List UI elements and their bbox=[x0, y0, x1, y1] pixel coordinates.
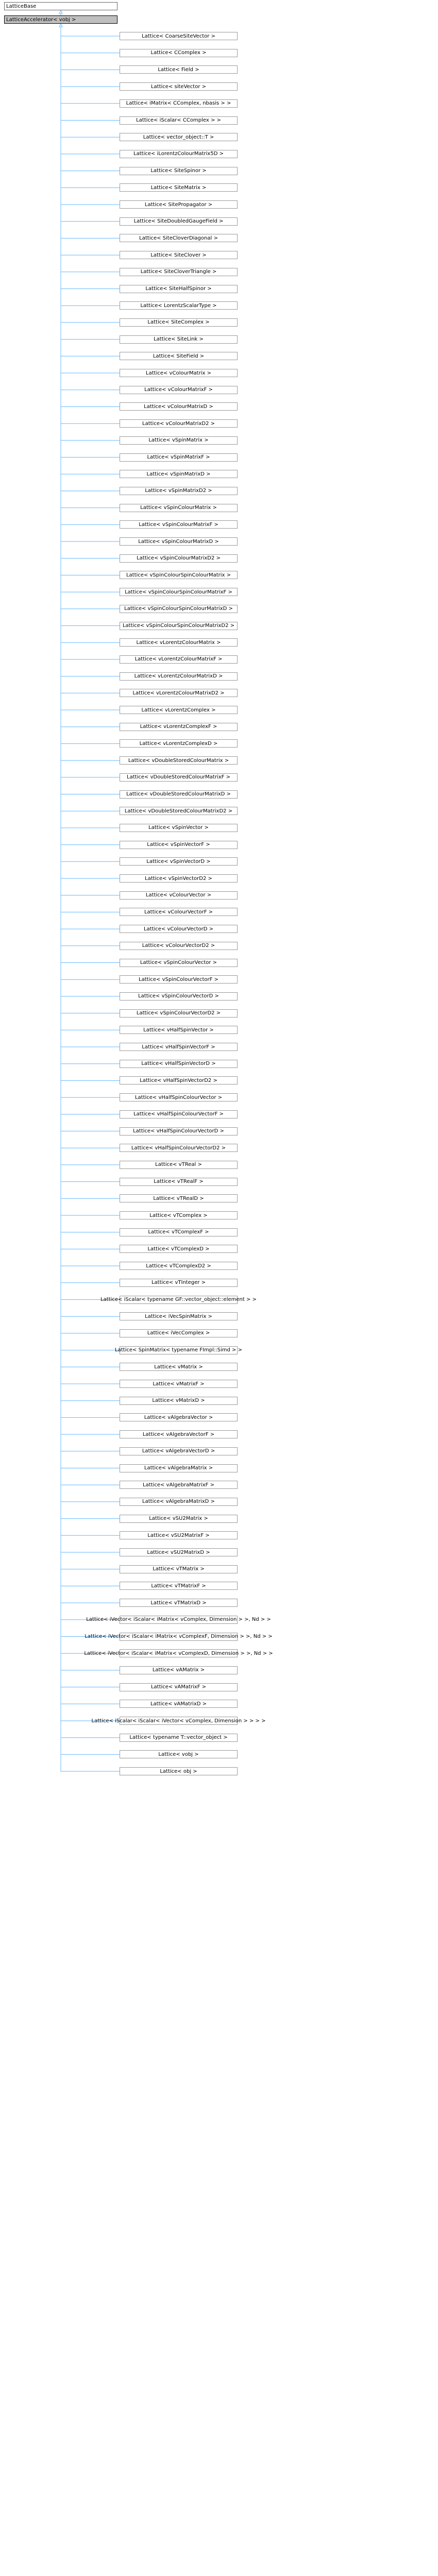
class-node-derived[interactable]: Lattice< vColourVector > bbox=[120, 891, 238, 900]
class-node-derived[interactable]: Lattice< CoarseSiteVector > bbox=[120, 32, 238, 40]
class-node-derived[interactable]: Lattice< vMatrixF > bbox=[120, 1380, 238, 1388]
class-node-derived[interactable]: Lattice< iVector< iScalar< iMatrix< vComplexD, Dimension > >, Nd > > bbox=[120, 1649, 238, 1657]
class-node-derived[interactable]: Lattice< vTComplex > bbox=[120, 1211, 238, 1219]
class-node-derived[interactable]: Lattice< SiteHalfSpinor > bbox=[120, 285, 238, 293]
class-node-derived[interactable]: Lattice< vMatrix > bbox=[120, 1363, 238, 1371]
class-node-derived[interactable]: Lattice< vLorentzColourMatrix > bbox=[120, 638, 238, 647]
class-node-derived[interactable]: Lattice< vDoubleStoredColourMatrixF > bbox=[120, 773, 238, 782]
class-node-derived[interactable]: Lattice< vHalfSpinVector > bbox=[120, 1026, 238, 1034]
class-node-derived[interactable]: Lattice< iVector< iScalar< iMatrix< vComplex, Dimension > >, Nd > > bbox=[120, 1616, 238, 1624]
class-node-derived[interactable]: Lattice< vSpinColourVectorD2 > bbox=[120, 1009, 238, 1018]
class-node-derived[interactable]: Lattice< vSpinVectorF > bbox=[120, 841, 238, 849]
class-node-derived[interactable]: Lattice< vSpinColourVectorD > bbox=[120, 992, 238, 1001]
class-node-derived[interactable]: Lattice< vTMatrix > bbox=[120, 1565, 238, 1573]
class-node-derived[interactable]: Lattice< SiteCloverDiagonal > bbox=[120, 234, 238, 242]
class-node-derived[interactable]: Lattice< vSpinColourVector > bbox=[120, 959, 238, 967]
class-node-derived[interactable]: Lattice< vSpinColourSpinColourMatrixD2 > bbox=[120, 622, 238, 630]
class-node-derived[interactable]: Lattice< SiteMatrix > bbox=[120, 183, 238, 192]
class-node-derived[interactable]: Lattice< vHalfSpinColourVector > bbox=[120, 1093, 238, 1101]
class-node-derived[interactable]: Lattice< vSU2Matrix > bbox=[120, 1515, 238, 1523]
class-node-derived[interactable]: Lattice< siteVector > bbox=[120, 82, 238, 91]
class-node-derived[interactable]: Lattice< vSpinColourMatrixD2 > bbox=[120, 554, 238, 563]
class-node-derived[interactable]: Lattice< vColourVectorF > bbox=[120, 908, 238, 916]
class-node-derived[interactable]: Lattice< SiteComplex > bbox=[120, 318, 238, 327]
class-node-derived[interactable]: Lattice< vSpinColourSpinColourMatrixF > bbox=[120, 588, 238, 596]
class-node-derived[interactable]: Lattice< vDoubleStoredColourMatrixD > bbox=[120, 790, 238, 799]
class-node-derived[interactable]: Lattice< vHalfSpinColourVectorF > bbox=[120, 1110, 238, 1118]
class-node-derived[interactable]: Lattice< vColourMatrixD2 > bbox=[120, 419, 238, 428]
class-node-derived[interactable]: Lattice< vTComplexD2 > bbox=[120, 1262, 238, 1270]
class-node-derived[interactable]: Lattice< SiteField > bbox=[120, 352, 238, 360]
class-node-derived[interactable]: Lattice< vHalfSpinColourVectorD2 > bbox=[120, 1144, 238, 1152]
class-node-derived[interactable]: Lattice< vSpinVectorD > bbox=[120, 857, 238, 866]
class-node-derived[interactable]: Lattice< vector_object::T > bbox=[120, 133, 238, 141]
class-node-derived[interactable]: Lattice< vTRealD > bbox=[120, 1194, 238, 1202]
class-node-derived[interactable]: Lattice< vHalfSpinVectorF > bbox=[120, 1043, 238, 1051]
class-node-derived[interactable]: Lattice< vHalfSpinColourVectorD > bbox=[120, 1127, 238, 1136]
class-node-derived[interactable]: Lattice< vColourVectorD > bbox=[120, 925, 238, 933]
class-node-derived[interactable]: Lattice< vSpinColourMatrix > bbox=[120, 504, 238, 512]
class-node-derived[interactable]: Lattice< vSpinColourSpinColourMatrix > bbox=[120, 571, 238, 579]
class-node-derived[interactable]: Lattice< SitePropagator > bbox=[120, 200, 238, 209]
class-node-derived[interactable]: Lattice< iScalar< CComplex > > bbox=[120, 116, 238, 125]
class-node-derived[interactable]: Lattice< vColourVectorD2 > bbox=[120, 942, 238, 950]
class-node-derived[interactable]: Lattice< vColourMatrixD > bbox=[120, 402, 238, 411]
class-node-derived[interactable]: Lattice< vAlgebraVector > bbox=[120, 1413, 238, 1421]
class-node-derived[interactable]: Lattice< vHalfSpinVectorD2 > bbox=[120, 1076, 238, 1084]
class-node-derived[interactable]: Lattice< iVecComplex > bbox=[120, 1329, 238, 1337]
class-node-latticeaccelerator[interactable]: LatticeAccelerator< vobj > bbox=[4, 15, 117, 24]
class-node-derived[interactable]: Lattice< vMatrixD > bbox=[120, 1397, 238, 1405]
class-node-derived[interactable]: Lattice< vTRealF > bbox=[120, 1178, 238, 1186]
class-node-derived[interactable]: Lattice< vobj > bbox=[120, 1750, 238, 1758]
class-node-derived[interactable]: Lattice< vAMatrixF > bbox=[120, 1683, 238, 1691]
class-node-derived[interactable]: Lattice< vTReal > bbox=[120, 1161, 238, 1169]
class-node-derived[interactable]: Lattice< iVector< iScalar< iMatrix< vComplexF, Dimension > >, Nd > > bbox=[120, 1633, 238, 1641]
class-node-derived[interactable]: Lattice< vLorentzComplexF > bbox=[120, 723, 238, 731]
class-node-derived[interactable]: Lattice< vAlgebraMatrixF > bbox=[120, 1481, 238, 1489]
class-node-derived[interactable]: Lattice< SiteDoubledGaugeField > bbox=[120, 217, 238, 226]
class-node-derived[interactable]: Lattice< vTComplexD > bbox=[120, 1245, 238, 1253]
class-node-derived[interactable]: Lattice< typename T::vector_object > bbox=[120, 1734, 238, 1742]
class-node-derived[interactable]: Lattice< CComplex > bbox=[120, 49, 238, 57]
class-node-derived[interactable]: Lattice< vSpinColourVectorF > bbox=[120, 975, 238, 984]
class-node-derived[interactable]: Lattice< SiteCloverTriangle > bbox=[120, 268, 238, 276]
class-node-derived[interactable]: Lattice< vDoubleStoredColourMatrixD2 > bbox=[120, 807, 238, 815]
class-node-derived[interactable]: Lattice< vAMatrix > bbox=[120, 1666, 238, 1674]
class-node-derived[interactable]: Lattice< vLorentzColourMatrixD2 > bbox=[120, 689, 238, 697]
class-node-derived[interactable]: Lattice< vSpinVector > bbox=[120, 824, 238, 832]
class-node-latticebase[interactable]: LatticeBase bbox=[4, 2, 117, 10]
class-node-derived[interactable]: Lattice< obj > bbox=[120, 1767, 238, 1775]
class-node-derived[interactable]: Lattice< SiteSpinor > bbox=[120, 167, 238, 175]
class-node-derived[interactable]: Lattice< iScalar< iScalar< iVector< vComplex, Dimension > > > > bbox=[120, 1717, 238, 1725]
class-node-derived[interactable]: Lattice< iLorentzColourMatrix5D > bbox=[120, 150, 238, 158]
class-node-derived[interactable]: Lattice< vAMatrixD > bbox=[120, 1700, 238, 1708]
class-node-derived[interactable]: Lattice< vTComplexF > bbox=[120, 1228, 238, 1236]
class-node-derived[interactable]: Lattice< vSpinColourMatrixF > bbox=[120, 520, 238, 529]
class-node-derived[interactable]: Lattice< vTInteger > bbox=[120, 1279, 238, 1287]
class-node-derived[interactable]: Lattice< vSU2MatrixD > bbox=[120, 1548, 238, 1556]
class-node-derived[interactable]: Lattice< vLorentzColourMatrixD > bbox=[120, 672, 238, 681]
class-node-derived[interactable]: Lattice< iScalar< typename GF::vector_object::element > > bbox=[120, 1296, 238, 1304]
class-node-derived[interactable]: Lattice< LorentzScalarType > bbox=[120, 301, 238, 310]
class-node-derived[interactable]: Lattice< vAlgebraMatrixD > bbox=[120, 1498, 238, 1506]
class-node-derived[interactable]: Lattice< vLorentzComplexD > bbox=[120, 739, 238, 748]
class-node-derived[interactable]: Lattice< vSpinColourSpinColourMatrixD > bbox=[120, 605, 238, 613]
class-node-derived[interactable]: Lattice< vLorentzComplex > bbox=[120, 706, 238, 714]
class-node-derived[interactable]: Lattice< vLorentzColourMatrixF > bbox=[120, 655, 238, 664]
class-node-derived[interactable]: Lattice< iVecSpinMatrix > bbox=[120, 1312, 238, 1320]
class-node-derived[interactable]: Lattice< SiteClover > bbox=[120, 251, 238, 259]
class-node-derived[interactable]: Lattice< vSU2MatrixF > bbox=[120, 1531, 238, 1539]
class-node-derived[interactable]: Lattice< vTMatrixF > bbox=[120, 1582, 238, 1590]
class-node-derived[interactable]: Lattice< vTMatrixD > bbox=[120, 1599, 238, 1607]
class-node-derived[interactable]: Lattice< vColourMatrixF > bbox=[120, 386, 238, 394]
class-node-derived[interactable]: Lattice< vSpinVectorD2 > bbox=[120, 874, 238, 883]
class-node-derived[interactable]: Lattice< Field > bbox=[120, 65, 238, 74]
class-node-derived[interactable]: Lattice< vAlgebraMatrix > bbox=[120, 1464, 238, 1472]
class-node-derived[interactable]: Lattice< vColourMatrix > bbox=[120, 369, 238, 377]
class-node-derived[interactable]: Lattice< vSpinMatrixD > bbox=[120, 470, 238, 478]
class-node-derived[interactable]: Lattice< vSpinMatrixD2 > bbox=[120, 487, 238, 495]
class-node-derived[interactable]: Lattice< SiteLink > bbox=[120, 335, 238, 344]
class-node-derived[interactable]: Lattice< vSpinMatrix > bbox=[120, 436, 238, 445]
class-node-derived[interactable]: Lattice< vDoubleStoredColourMatrix > bbox=[120, 756, 238, 765]
class-node-derived[interactable]: Lattice< vHalfSpinVectorD > bbox=[120, 1060, 238, 1068]
class-node-derived[interactable]: Lattice< SpinMatrix< typename FImpl::Simd > > bbox=[120, 1346, 238, 1354]
class-node-derived[interactable]: Lattice< vAlgebraVectorD > bbox=[120, 1447, 238, 1455]
class-node-derived[interactable]: Lattice< vAlgebraVectorF > bbox=[120, 1430, 238, 1438]
class-node-derived[interactable]: Lattice< vSpinColourMatrixD > bbox=[120, 537, 238, 546]
class-node-derived[interactable]: Lattice< iMatrix< CComplex, nbasis > > bbox=[120, 99, 238, 108]
class-node-derived[interactable]: Lattice< vSpinMatrixF > bbox=[120, 453, 238, 462]
